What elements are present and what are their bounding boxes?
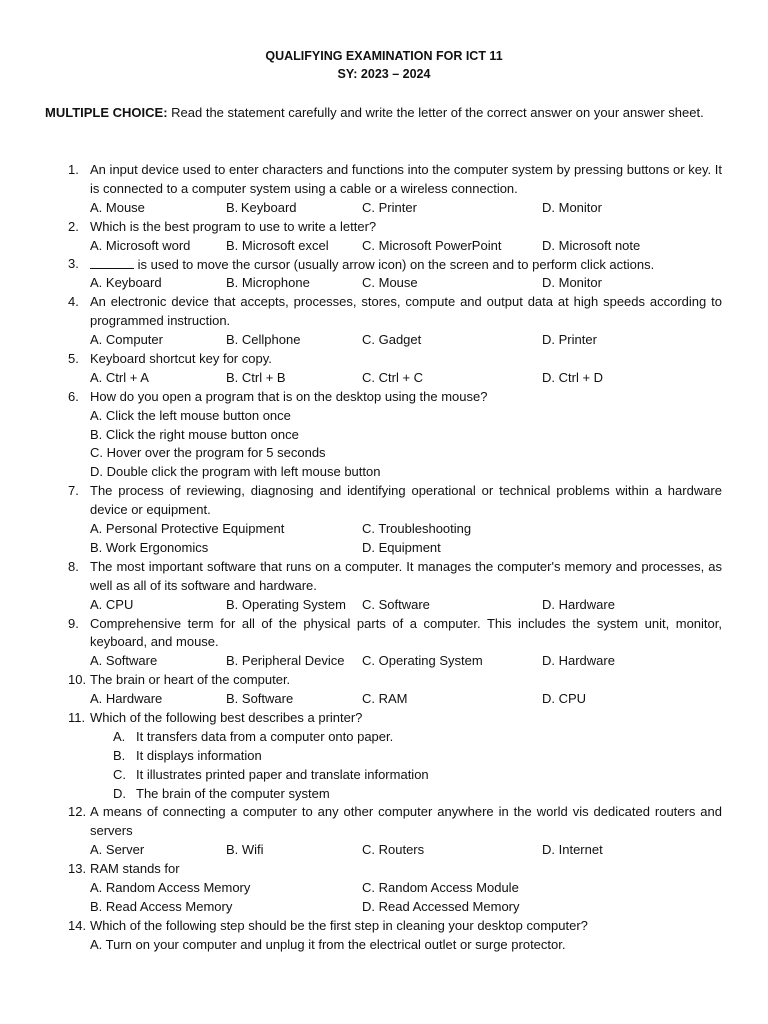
option-d: D. Hardware: [542, 653, 615, 669]
option-c: C. Routers: [362, 842, 425, 858]
question-number: 1.: [68, 162, 79, 177]
option-letter: A.: [113, 728, 126, 744]
option-letter: C.: [113, 766, 126, 782]
option-c: C. RAM: [362, 691, 408, 707]
question-12: [0, 803, 768, 860]
option-b: B. Software: [226, 691, 294, 707]
option-b: B. Read Access Memory: [90, 898, 233, 914]
option-b: B. Wifi: [226, 842, 264, 858]
question-10: [0, 671, 768, 709]
option-b: B. Peripheral Device: [226, 653, 345, 669]
question-13: [0, 860, 768, 917]
option-d: D. Monitor: [542, 275, 602, 291]
option-c: C. Random Access Module: [362, 880, 519, 896]
school-year: SY: 2023 – 2024: [337, 67, 431, 81]
question-text: The brain or heart of the computer.: [90, 672, 291, 688]
exam-title: QUALIFYING EXAMINATION FOR ICT 11: [265, 49, 503, 63]
question-7: [0, 482, 768, 558]
question-text: An input device used to enter characters and functions into the computer system by pressing buttons or key. It is connected to a computer system using a cable or a wireless connection.: [90, 162, 722, 196]
question-number: 6.: [68, 388, 79, 404]
option-b: B. Operating System: [226, 596, 346, 612]
option-b: B. Microphone: [226, 275, 310, 291]
question-text: An electronic device that accepts, processes, stores, compute and output data at high speeds according to programmed instruction.: [90, 294, 722, 329]
option-d: D. Equipment: [362, 539, 441, 555]
option-c: It illustrates printed paper and translate information: [136, 766, 429, 782]
question-text: Keyboard shortcut key for copy.: [90, 350, 272, 366]
question-number: 8.: [68, 558, 79, 574]
question-text: How do you open a program that is on the desktop using the mouse?: [90, 388, 488, 404]
question-4: [0, 293, 768, 350]
option-b: B. Keyboard: [226, 199, 297, 215]
option-letter: D.: [113, 785, 126, 801]
question-text: Comprehensive term for all of the physical parts of a computer. This includes the system unit, monitor, keyboard, and mouse.: [90, 615, 722, 650]
question-14: [0, 917, 768, 955]
question-9: [0, 615, 768, 672]
question-list: [0, 161, 768, 955]
option-d: D. Hardware: [542, 596, 615, 612]
option-a: A. Mouse: [90, 199, 145, 215]
question-number: 2.: [68, 218, 79, 234]
question-5: [0, 350, 768, 388]
question-text: Which of the following step should be the first step in cleaning your desktop computer?: [90, 917, 588, 933]
option-c: C. Gadget: [362, 332, 422, 348]
option-a: A. Ctrl + A: [90, 369, 149, 385]
question-1: [0, 161, 768, 218]
option-d: D. Ctrl + D: [542, 369, 604, 385]
option-d: D. Printer: [542, 332, 597, 348]
option-a: A. Click the left mouse button once: [90, 407, 291, 423]
option-c: C. Troubleshooting: [362, 521, 472, 537]
option-d: D. Microsoft note: [542, 237, 641, 253]
question-text: The process of reviewing, diagnosing and identifying operational or technical problems within a hardware device or equipment.: [90, 483, 722, 518]
question-number: 12.: [68, 804, 87, 820]
option-c: C. Printer: [362, 199, 417, 215]
question-number: 11.: [68, 709, 86, 725]
question-number: 4.: [68, 294, 79, 310]
option-b: B. Click the right mouse button once: [90, 426, 299, 442]
option-c: C. Hover over the program for 5 seconds: [90, 445, 326, 461]
option-a: A. Keyboard: [90, 275, 162, 291]
question-text: is used to move the cursor (usually arrow icon) on the screen and to perform click actions.: [134, 257, 655, 273]
option-d: D. Monitor: [542, 199, 602, 215]
option-a: A. Personal Protective Equipment: [90, 521, 285, 537]
option-d: D. Internet: [542, 842, 603, 858]
instructions-label: MULTIPLE CHOICE:: [45, 105, 168, 120]
question-11: [0, 709, 768, 803]
option-letter: B.: [113, 747, 126, 763]
option-d: The brain of the computer system: [136, 785, 330, 801]
question-6: [0, 388, 768, 482]
option-c: C. Mouse: [362, 275, 418, 291]
question-number: 14.: [68, 917, 87, 933]
question-number: 13.: [68, 861, 87, 877]
option-d: D. Read Accessed Memory: [362, 898, 520, 914]
option-c: C. Microsoft PowerPoint: [362, 237, 502, 253]
option-c: C. Ctrl + C: [362, 369, 424, 385]
question-number: 7.: [68, 483, 79, 499]
question-8: [0, 558, 768, 615]
option-a: A. Server: [90, 842, 145, 858]
question-number: 9.: [68, 615, 79, 631]
question-number: 10.: [68, 672, 87, 688]
option-b: B. Cellphone: [226, 332, 301, 348]
answer-blank: [90, 255, 134, 269]
instructions-text: Read the statement carefully and write the letter of the correct answer on your answer sheet.: [167, 105, 704, 120]
instructions: [45, 104, 722, 123]
question-text: RAM stands for: [90, 861, 180, 877]
option-d: D. Double click the program with left mouse button: [90, 464, 381, 480]
option-a: A. Microsoft word: [90, 237, 191, 253]
option-a: A. Software: [90, 653, 158, 669]
question-number: 5.: [68, 350, 79, 366]
question-text: Which is the best program to use to write a letter?: [90, 218, 377, 234]
option-b: B. Ctrl + B: [226, 369, 286, 385]
option-c: C. Software: [362, 596, 430, 612]
question-text: Which of the following best describes a printer?: [90, 709, 363, 725]
option-b: It displays information: [136, 747, 262, 763]
option-a: It transfers data from a computer onto paper.: [136, 728, 394, 744]
option-a: A. Hardware: [90, 691, 163, 707]
option-c: C. Operating System: [362, 653, 483, 669]
option-b: B. Work Ergonomics: [90, 539, 209, 555]
option-d: D. CPU: [542, 691, 587, 707]
option-a: A. CPU: [90, 596, 134, 612]
question-text: A means of connecting a computer to any other computer anywhere in the world vis dedicated routers and servers: [90, 804, 722, 839]
option-a: A. Computer: [90, 332, 163, 348]
question-2: [0, 218, 768, 256]
option-a: A. Turn on your computer and unplug it from the electrical outlet or surge protector.: [90, 936, 566, 952]
question-text: The most important software that runs on a computer. It manages the computer's memory and processes, as well as all of its software and hardware.: [90, 558, 722, 593]
option-a: A. Random Access Memory: [90, 880, 251, 896]
option-b: B. Microsoft excel: [226, 237, 329, 253]
question-3: [0, 255, 768, 293]
question-number: 3.: [68, 256, 79, 272]
